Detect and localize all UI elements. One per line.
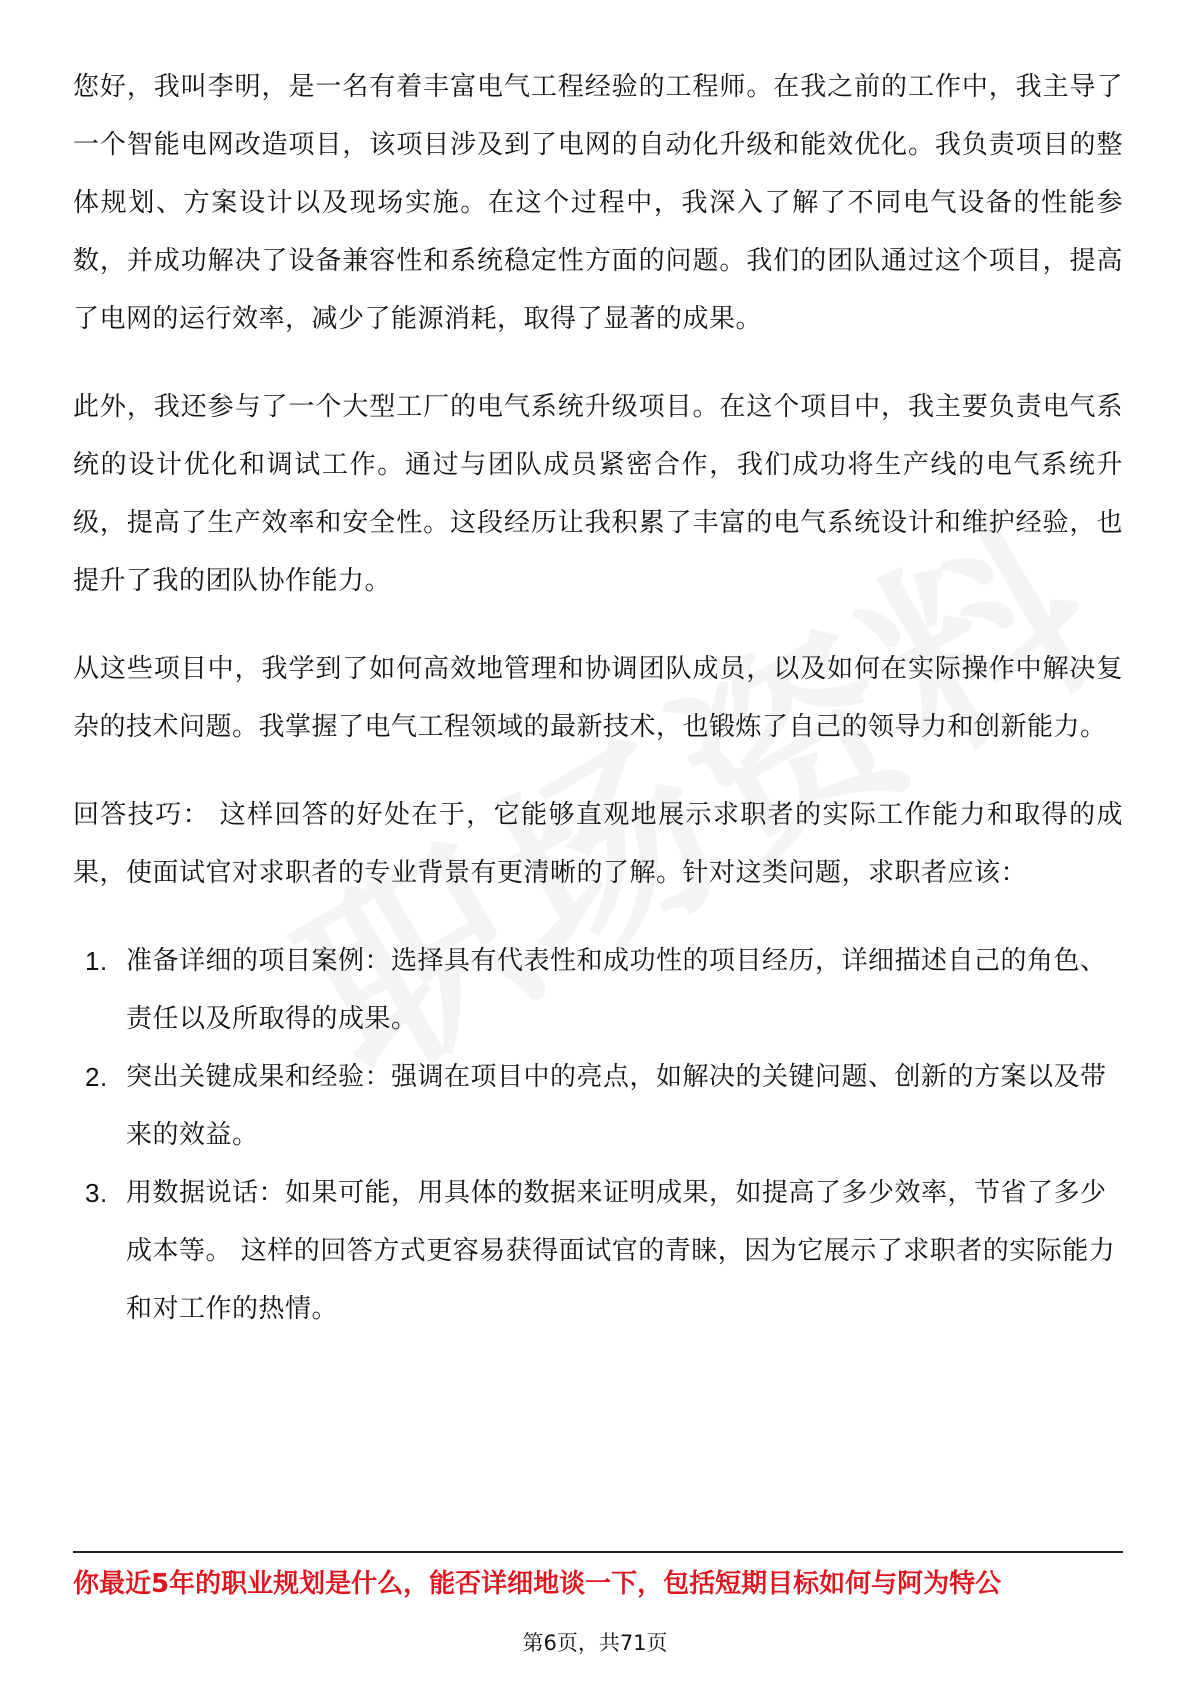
list-item-number: 2. [85,1062,108,1092]
list-item-number: 1. [85,946,108,976]
list-item [73,1048,1123,1164]
page-content [73,58,1123,1338]
paragraph-answer-2: 此外，我还参与了一个大型工厂的电气系统升级项目。在这个项目中，我主要负责电气系统的设计优化和调试工作。通过与团队成员紧密合作，我们成功将生产线的电气系统升级，提高了生产效率和安全性。这段经历让我积累了丰富的电气系统设计和维护经验，也提升了我的团队协作能力。 [73,392,1123,596]
paragraph-answer-1: 您好，我叫李明，是一名有着丰富电气工程经验的工程师。在我之前的工作中，我主导了一个智能电网改造项目，该项目涉及到了电网的自动化升级和能效优化。我负责项目的整体规划、方案设计以及现场实施。在这个过程中，我深入了解了不同电气设备的性能参数，并成功解决了设备兼容性和系统稳定性方面的问题。我们的团队通过这个项目，提高了电网的运行效率，减少了能源消耗，取得了显著的成果。 [73,72,1123,334]
section-divider [73,1551,1123,1553]
list-item-number: 3. [85,1178,108,1208]
list-item [73,1164,1123,1338]
list-item-text: 突出关键成果和经验：强调在项目中的亮点，如解决的关键问题、创新的方案以及带来的效益。 [126,1062,1107,1150]
next-question-heading: 你最近5年的职业规划是什么，能否详细地谈一下，包括短期目标如何与阿为特公 [73,1569,1002,1599]
paragraph-answer-tips: 回答技巧： 这样回答的好处在于，它能够直观地展示求职者的实际工作能力和取得的成果，使面试官对求职者的专业背景有更清晰的了解。针对这类问题，求职者应该： [73,800,1123,888]
page-number: 第6页，共71页 [522,1631,668,1655]
list-item-text: 用数据说话：如果可能，用具体的数据来证明成果，如提高了多少效率，节省了多少成本等。 这样的回答方式更容易获得面试官的青睐，因为它展示了求职者的实际能力和对工作的热情。 [126,1178,1116,1324]
list-item [73,932,1123,1048]
tips-list [73,932,1123,1338]
paragraph-answer-3: 从这些项目中，我学到了如何高效地管理和协调团队成员，以及如何在实际操作中解决复杂的技术问题。我掌握了电气工程领域的最新技术，也锻炼了自己的领导力和创新能力。 [73,654,1123,742]
list-item-text: 准备详细的项目案例：选择具有代表性和成功性的项目经历，详细描述自己的角色、责任以及所取得的成果。 [126,946,1107,1034]
